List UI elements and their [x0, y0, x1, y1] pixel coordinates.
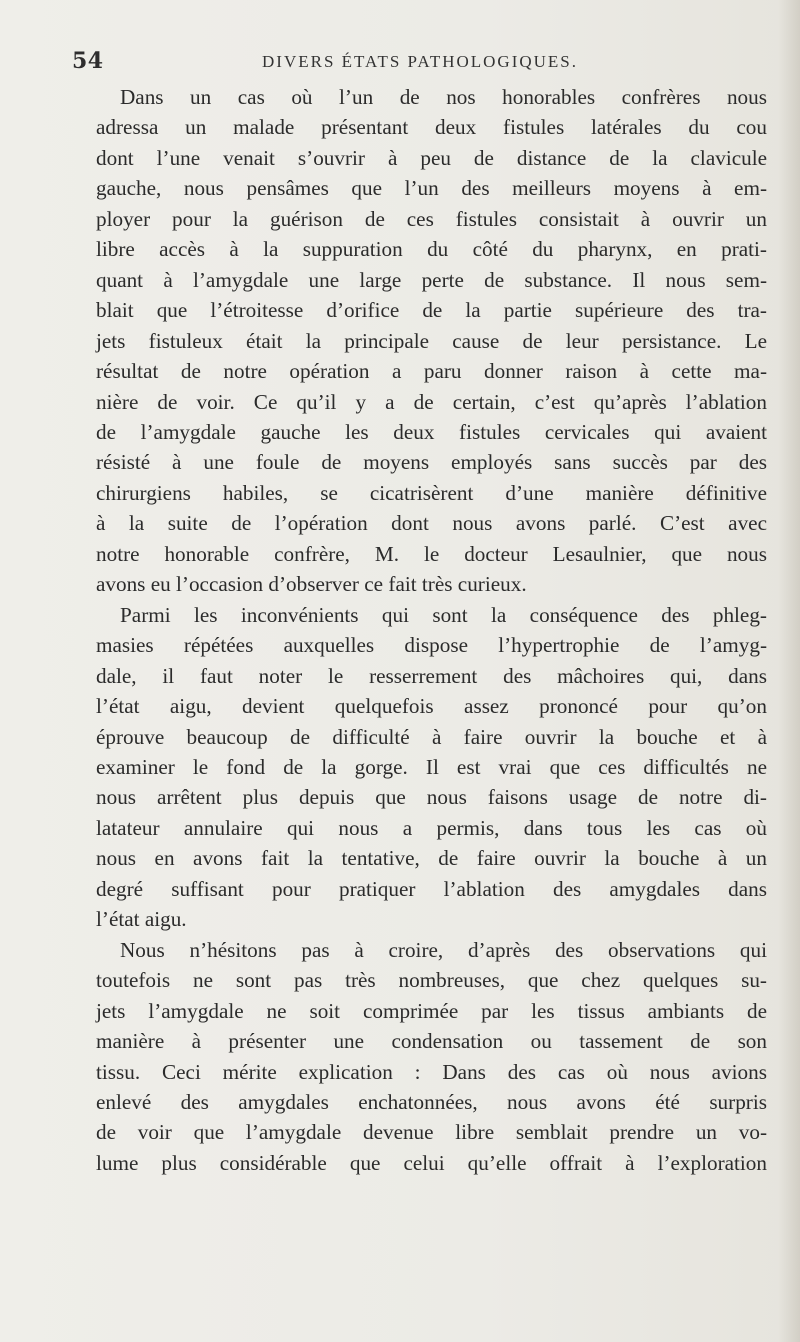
text-line: éprouve beaucoup de difficulté à faire ouvrir la bouche et à: [96, 724, 767, 749]
text-line: notre honorable confrère, M. le docteur Lesaulnier, que nous: [96, 541, 767, 566]
text-line: l’état aigu, devient quelquefois assez prononcé pour qu’on: [96, 694, 767, 719]
text-line: gauche, nous pensâmes que l’un des meilleurs moyens à em-: [96, 176, 767, 201]
text-line: adressa un malade présentant deux fistules latérales du cou: [96, 115, 767, 140]
text-line: avons eu l’occasion d’observer ce fait très curieux.: [96, 572, 527, 597]
text-line: de l’amygdale gauche les deux fistules cervicales qui avaient: [96, 419, 767, 444]
text-line: examiner le fond de la gorge. Il est vrai que ces difficultés ne: [96, 754, 767, 779]
text-line: masies répétées auxquelles dispose l’hypertrophie de l’amyg-: [96, 633, 767, 658]
text-line: ployer pour la guérison de ces fistules consistait à ouvrir un: [96, 206, 767, 231]
text-line: tissu. Ceci mérite explication : Dans des cas où nous avions: [96, 1059, 767, 1084]
body-text: [96, 82, 767, 1178]
text-line: jets l’amygdale ne soit comprimée par les tissus ambiants de: [96, 998, 767, 1023]
running-title: DIVERS ÉTATS PATHOLOGIQUES.: [262, 52, 578, 71]
paragraph-1: [96, 82, 767, 600]
text-line: Nous n’hésitons pas à croire, d’après des observations qui: [120, 937, 767, 962]
paragraph-2: [96, 600, 767, 935]
text-line: résultat de notre opération a paru donner raison à cette ma-: [96, 359, 767, 384]
text-line: Parmi les inconvénients qui sont la conséquence des phleg-: [120, 602, 767, 627]
text-line: enlevé des amygdales enchatonnées, nous avons été surpris: [96, 1089, 767, 1114]
text-line: à la suite de l’opération dont nous avons parlé. C’est avec: [96, 511, 767, 536]
text-line: quant à l’amygdale une large perte de substance. Il nous sem-: [96, 267, 767, 292]
paragraph-3: [96, 935, 767, 1179]
text-line: latateur annulaire qui nous a permis, dans tous les cas où: [96, 815, 767, 840]
text-line: dale, il faut noter le resserrement des mâchoires qui, dans: [96, 663, 767, 688]
text-line: blait que l’étroitesse d’orifice de la partie supérieure des tra-: [96, 298, 767, 323]
text-line: l’état aigu.: [96, 907, 187, 932]
text-line: lume plus considérable que celui qu’elle offrait à l’exploration: [96, 1150, 767, 1175]
text-line: Dans un cas où l’un de nos honorables confrères nous: [120, 85, 767, 109]
text-line: dont l’une venait s’ouvrir à peu de distance de la clavicule: [96, 145, 767, 170]
running-head: [72, 48, 772, 78]
text-line: nous arrêtent plus depuis que nous faisons usage de notre di-: [96, 785, 767, 810]
text-line: manière à présenter une condensation ou tassement de son: [96, 1029, 767, 1054]
text-line: degré suffisant pour pratiquer l’ablation des amygdales dans: [96, 876, 767, 901]
text-line: nière de voir. Ce qu’il y a de certain, c’est qu’après l’ablation: [96, 389, 767, 414]
text-line: chirurgiens habiles, se cicatrisèrent d’une manière définitive: [96, 480, 767, 505]
text-line: toutefois ne sont pas très nombreuses, que chez quelques su-: [96, 968, 767, 993]
text-line: libre accès à la suppuration du côté du pharynx, en prati-: [96, 237, 767, 262]
text-line: jets fistuleux était la principale cause de leur persistance. Le: [96, 328, 767, 353]
text-line: résisté à une foule de moyens employés sans succès par des: [96, 450, 767, 475]
text-line: de voir que l’amygdale devenue libre semblait prendre un vo-: [96, 1120, 767, 1145]
page-number: 54: [72, 48, 104, 74]
page-edge-shadow: [778, 0, 800, 1342]
text-line: nous en avons fait la tentative, de faire ouvrir la bouche à un: [96, 846, 767, 871]
